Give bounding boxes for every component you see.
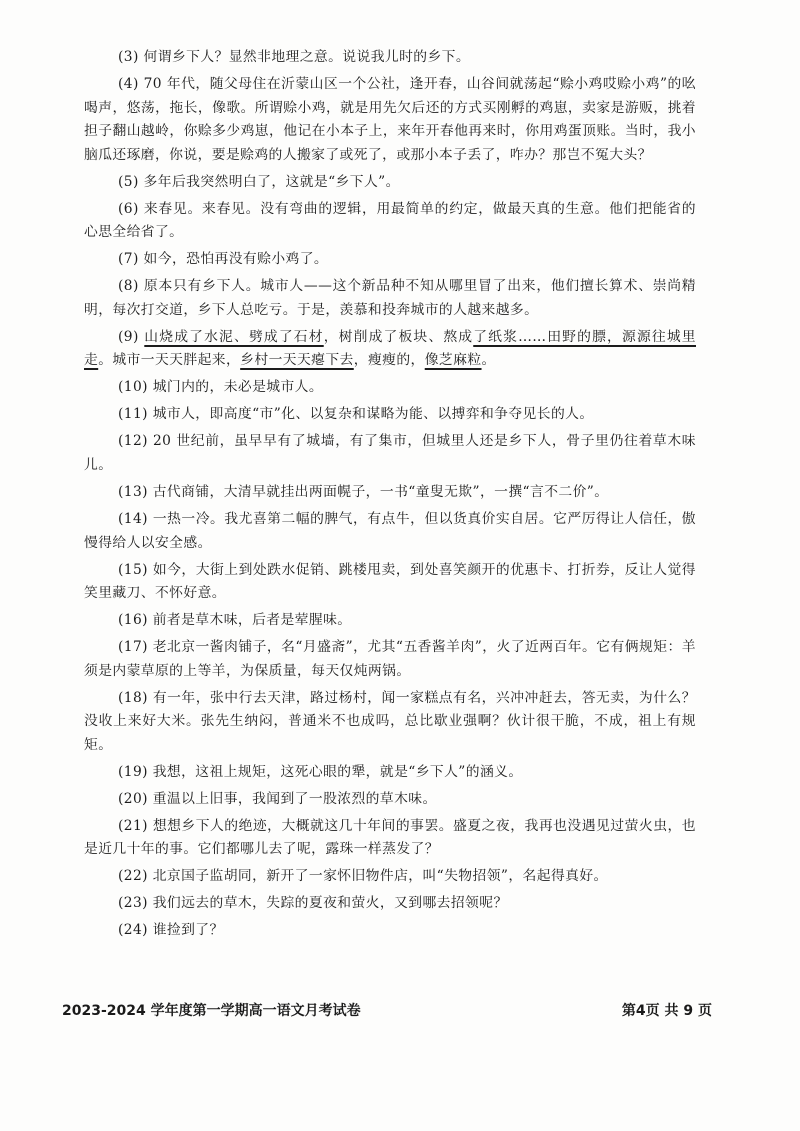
paragraph-8: (8) 原本只有乡下人。城市人——这个新品种不知从哪里冒了出来，他们擅长算术、崇尚精明，每次打交道，乡下人总吃亏。于是，羡慕和投奔城市的人越来越多。: [84, 278, 696, 318]
paragraph-16: (16) 前者是草木味，后者是荤腥味。: [118, 612, 352, 629]
paragraph-12: (12) 20 世纪前，虽早早有了城墙，有了集市，但城里人还是乡下人，骨子里仍往着草木味儿。: [84, 433, 696, 474]
paragraph-19: (19) 我想，这祖上规矩，这死心眼的犟，就是“乡下人”的涵义。: [118, 763, 523, 780]
paragraph-22: (22) 北京国子监胡同，新开了一家怀旧物件店，叫“失物招领”，名起得真好。: [118, 868, 608, 885]
paragraph-5: (5) 多年后我突然明白了，这就是“乡下人”。: [118, 173, 400, 190]
paragraph-6: (6) 来春见。来春见。没有弯曲的逻辑，用最简单的约定，做最天真的生意。他们把能省的心思全给省了。: [84, 200, 696, 241]
underlined-phrase: 了纸浆……田野的膘，源源往城里走: [84, 328, 696, 369]
underlined-phrase: 山烧成了水泥、劈成了石材: [144, 328, 324, 345]
paragraph-7: (7) 如今，恐怕再没有赊小鸡了。: [118, 251, 329, 268]
paragraph-14: (14) 一热一冷。我尤喜第二幅的脾气，有点牛，但以货真价实自居。它严厉得让人信任，傲慢得给人以安全感。: [84, 510, 696, 551]
paragraph-11: (11) 城市人，即高度“市”化、以复杂和谋略为能、以搏弈和争夺见长的人。: [118, 406, 594, 423]
paragraph-20: (20) 重温以上旧事，我闻到了一股浓烈的草木味。: [118, 790, 437, 807]
paragraph-24: (24) 谁捡到了？: [118, 922, 224, 939]
exam-title: 2023-2024 学年度第一学期高一语文月考试卷: [62, 1003, 361, 1019]
paragraph-10: (10) 城门内的，未必是城市人。: [118, 379, 324, 396]
underlined-phrase: 像芝麻粒: [424, 352, 482, 369]
paragraph-18: (18) 有一年，张中行去天津，路过杨村，闻一家糕点有名，兴冲冲赶去，答无卖，为什么？没收上来好大米。张先生纳闷，普通米不也成吗，总比歇业强啊？伙计很干脆，不成，祖上有规矩。: [84, 689, 696, 753]
page-number: 第4页 共 9 页: [621, 1003, 712, 1019]
paragraph-13: (13) 古代商铺，大清早就挂出两面幌子，一书“童叟无欺”，一撰“言不二价”。: [118, 484, 609, 500]
paragraph-15: (15) 如今，大街上到处跌水促销、跳楼甩卖，到处喜笑颜开的优惠卡、打折券，反让人觉得笑里藏刀、不怀好意。: [84, 561, 696, 602]
paragraph-21: (21) 想想乡下人的绝迹，大概就这几十年间的事罢。盛夏之夜，我再也没遇见过萤火虫，也是近几十年的事。它们都哪儿去了呢，露珠一样蒸发了？: [84, 817, 696, 858]
article-body: [84, 46, 696, 946]
paragraph-23: (23) 我们远去的草木，失踪的夏夜和萤火，又到哪去招领呢？: [118, 895, 508, 912]
paragraph-3: (3) 何谓乡下人？显然非地理之意。说说我儿时的乡下。: [118, 49, 471, 65]
paragraph-17: (17) 老北京一酱肉铺子，名“月盛斋”，尤其“五香酱羊肉”，火了近两百年。它有俩规矩：羊须是内蒙草原的上等羊，为保质量，每天仅炖两锅。: [84, 639, 696, 679]
paragraph-9: (9) 山烧成了水泥、劈成了石材，树削成了板块、熬成了纸浆……田野的膘，源源往城里走。城市一天天胖起来，乡村一天天瘪下去，瘦瘦的，像芝麻粒。: [84, 328, 696, 369]
underlined-phrase: 乡村一天天瘪下去: [240, 352, 354, 369]
paragraph-4: (4) 70 年代，随父母住在沂蒙山区一个公社，逢开春，山谷间就荡起“赊小鸡哎赊小鸡”的吆喝声，悠荡，拖长，像歌。所谓赊小鸡，就是用先欠后还的方式买刚孵的鸡崽，卖家是游贩，挑着担子翻山越岭，你赊多少鸡崽，他记在小本子上，来年开春他再来时，你用鸡蛋顶账。当时，我小脑瓜还琢磨，你说，要是赊鸡的人搬家了或死了，或那小本子丢了，咋办？那岂不冤大头？: [84, 75, 696, 163]
